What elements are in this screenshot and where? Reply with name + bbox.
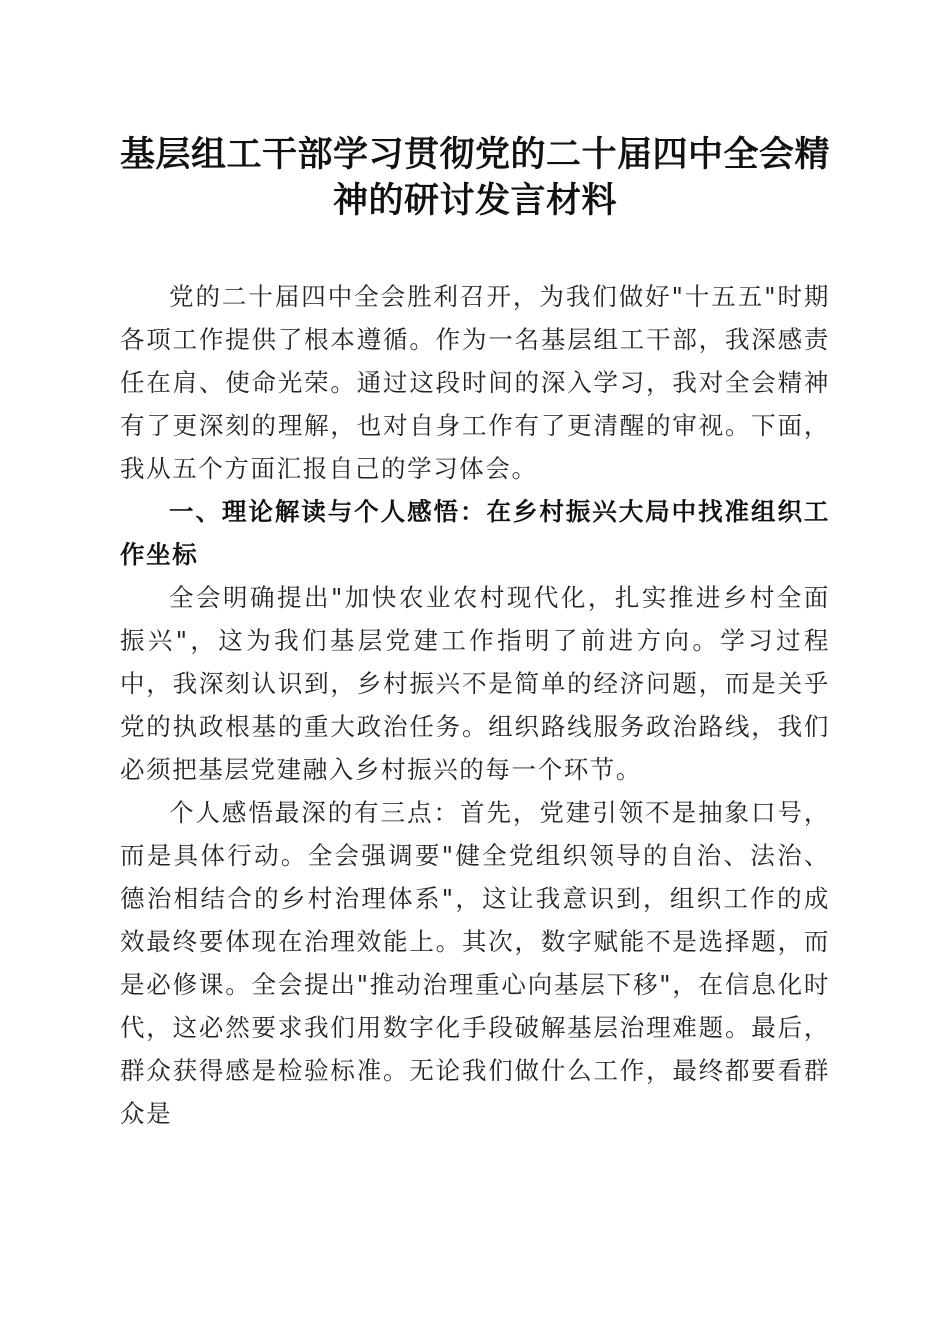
section-1-paragraph-2: 个人感悟最深的有三点：首先，党建引领不是抽象口号，而是具体行动。全会强调要"健全党组织领导的自治、法治、德治相结合的乡村治理体系"，这让我意识到，组织工作的成效最终要体现在治理效能上。其次，数字赋能不是选择题，而是必修课。全会提出"推动治理重心向基层下移"，在信息化时代，这必然要求我们用数字化手段破解基层治理难题。最后，群众获得感是检验标准。无论我们做什么工作，最终都要看群众是: [120, 798, 830, 1128]
title-line-1: 基层组工干部学习贯彻党的二十届四中全会精: [119, 134, 830, 175]
document-title: [100, 132, 850, 224]
section-1-paragraph-1: 全会明确提出"加快农业农村现代化，扎实推进乡村全面振兴"，这为我们基层党建工作指明了前进方向。学习过程中，我深刻认识到，乡村振兴不是简单的经济问题，而是关乎党的执政根基的重大政治任务。组织路线服务政治路线，我们必须把基层党建融入乡村振兴的每一个环节。: [120, 583, 830, 784]
title-line-2: 神的研讨发言材料: [332, 180, 617, 221]
section-1-heading: 一、理论解读与个人感悟：在乡村振兴大局中找准组织工作坐标: [120, 497, 830, 569]
intro-paragraph: 党的二十届四中全会胜利召开，为我们做好"十五五"时期各项工作提供了根本遵循。作为一名基层组工干部，我深感责任在肩、使命光荣。通过这段时间的深入学习，我对全会精神有了更深刻的理解，也对自身工作有了更清醒的审视。下面，我从五个方面汇报自己的学习体会。: [120, 282, 830, 483]
document-body: [120, 275, 830, 1135]
